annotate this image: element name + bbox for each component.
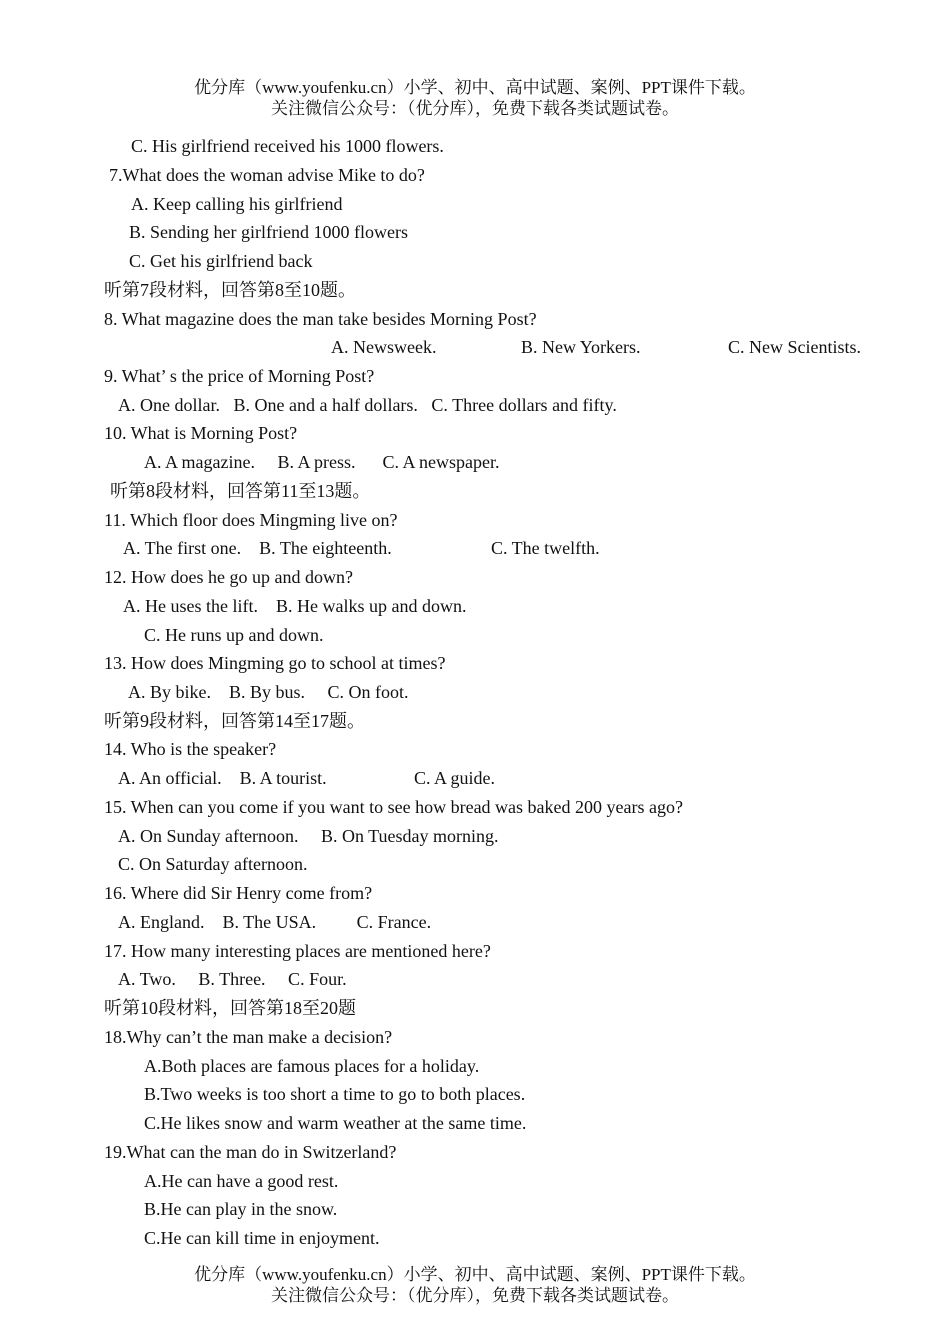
question-14: 14. Who is the speaker?: [104, 739, 277, 759]
section-9-instruction: 听第9段材料，回答第14至17题。: [104, 711, 365, 731]
question-7: 7.What does the woman advise Mike to do?: [109, 165, 425, 185]
question-10: 10. What is Morning Post?: [104, 423, 298, 443]
question-13: 13. How does Mingming go to school at times?: [104, 653, 446, 673]
q18-option-b: B.Two weeks is too short a time to go to both places.: [144, 1084, 526, 1104]
question-9: 9. What’ s the price of Morning Post?: [104, 366, 375, 386]
question-12: 12. How does he go up and down?: [104, 567, 353, 587]
q7-option-c: C. Get his girlfriend back: [129, 251, 313, 271]
question-11: 11. Which floor does Mingming live on?: [104, 510, 398, 530]
q19-option-a: A.He can have a good rest.: [144, 1171, 339, 1191]
header-line-1: 优分库（www.youfenku.cn）小学、初中、高中试题、案例、PPT课件下载。: [194, 78, 756, 97]
q10-options: A. A magazine. B. A press. C. A newspaper.: [144, 452, 500, 472]
q15-options-ab: A. On Sunday afternoon. B. On Tuesday morning.: [118, 826, 499, 846]
header-line-2: 关注微信公众号：（优分库），免费下载各类试题试卷。: [271, 99, 679, 118]
question-18: 18.Why can’t the man make a decision?: [104, 1027, 393, 1047]
q19-option-b: B.He can play in the snow.: [144, 1199, 338, 1219]
q14-options-ab: A. An official. B. A tourist.: [118, 768, 327, 788]
q18-option-c: C.He likes snow and warm weather at the same time.: [144, 1113, 527, 1133]
section-8-instruction: 听第8段材料，回答第11至13题。: [110, 481, 371, 501]
question-19: 19.What can the man do in Switzerland?: [104, 1142, 397, 1162]
q13-options: A. By bike. B. By bus. C. On foot.: [128, 682, 409, 702]
q18-option-a: A.Both places are famous places for a holiday.: [144, 1056, 480, 1076]
q12-option-c: C. He runs up and down.: [144, 625, 324, 645]
q6-option-c: C. His girlfriend received his 1000 flowers.: [131, 136, 444, 156]
q12-options-ab: A. He uses the lift. B. He walks up and down.: [123, 596, 467, 616]
q8-option-a: A. Newsweek.: [331, 337, 437, 357]
q14-option-c: C. A guide.: [414, 768, 496, 788]
q16-options: A. England. B. The USA. C. France.: [118, 912, 432, 932]
q17-options: A. Two. B. Three. C. Four.: [118, 969, 347, 989]
q8-option-c: C. New Scientists.: [728, 337, 861, 357]
footer-line-2: 关注微信公众号：（优分库），免费下载各类试题试卷。: [271, 1286, 679, 1305]
q11-options-ab: A. The first one. B. The eighteenth.: [123, 538, 392, 558]
q8-option-b: B. New Yorkers.: [521, 337, 641, 357]
q7-option-b: B. Sending her girlfriend 1000 flowers: [129, 222, 408, 242]
question-8: 8. What magazine does the man take besides Morning Post?: [104, 309, 537, 329]
q19-option-c: C.He can kill time in enjoyment.: [144, 1228, 380, 1248]
section-7-instruction: 听第7段材料，回答第8至10题。: [104, 280, 356, 300]
question-16: 16. Where did Sir Henry come from?: [104, 883, 373, 903]
question-15: 15. When can you come if you want to see how bread was baked 200 years ago?: [104, 797, 683, 817]
q9-options: A. One dollar. B. One and a half dollars. C. Three dollars and fifty.: [118, 395, 617, 415]
section-10-instruction: 听第10段材料，回答第18至20题: [104, 998, 356, 1018]
question-17: 17. How many interesting places are mentioned here?: [104, 941, 491, 961]
footer-line-1: 优分库（www.youfenku.cn）小学、初中、高中试题、案例、PPT课件下载。: [194, 1265, 756, 1284]
q11-option-c: C. The twelfth.: [491, 538, 600, 558]
q7-option-a: A. Keep calling his girlfriend: [131, 194, 343, 214]
q15-option-c: C. On Saturday afternoon.: [118, 854, 308, 874]
